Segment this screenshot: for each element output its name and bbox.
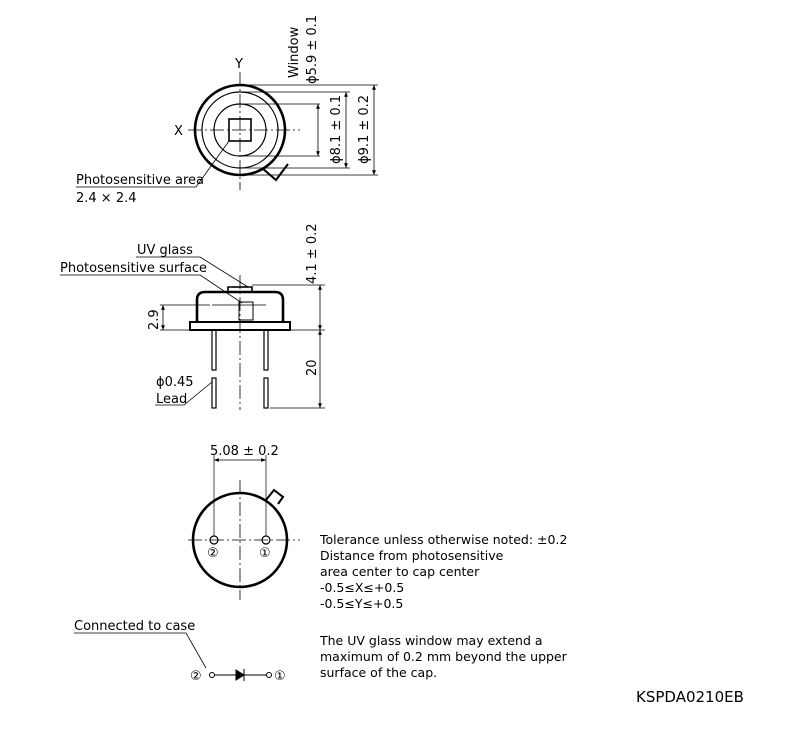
dim-pitch: 5.08 ± 0.2 bbox=[210, 444, 279, 459]
dim-inner-diameter: ϕ8.1 ± 0.1 bbox=[329, 94, 344, 164]
photosensitive-area-label: Photosensitive area bbox=[76, 173, 205, 188]
dim-outer-diameter: ϕ9.1 ± 0.2 bbox=[357, 94, 372, 164]
lead-diameter-label: ϕ0.45 bbox=[156, 375, 194, 390]
schematic-pin-1: ① bbox=[274, 669, 286, 684]
note-y-range: -0.5≤Y≤+0.5 bbox=[320, 596, 404, 611]
diode-symbol bbox=[236, 670, 244, 680]
connected-to-case-label: Connected to case bbox=[74, 619, 196, 634]
note-uv-3: surface of the cap. bbox=[320, 665, 438, 680]
note-x-range: -0.5≤X≤+0.5 bbox=[320, 580, 405, 595]
window-label: Window bbox=[287, 26, 302, 78]
pin-1-label: ① bbox=[259, 546, 271, 561]
schematic-pin-2: ② bbox=[190, 669, 202, 684]
note-uv-1: The UV glass window may extend a bbox=[320, 633, 543, 648]
lead-right bbox=[264, 330, 268, 370]
axis-x-label: X bbox=[174, 124, 183, 139]
photosensitive-area-size: 2.4 × 2.4 bbox=[76, 191, 137, 206]
dim-window: ϕ5.9 ± 0.1 bbox=[305, 14, 320, 84]
note-distance-1: Distance from photosensitive bbox=[320, 548, 504, 563]
dim-height: 4.1 ± 0.2 bbox=[305, 223, 320, 284]
axis-y-label: Y bbox=[235, 57, 243, 72]
note-uv-2: maximum of 0.2 mm beyond the upper bbox=[320, 649, 567, 664]
photosensitive-surface-label: Photosensitive surface bbox=[60, 261, 208, 276]
note-distance-2: area center to cap center bbox=[320, 564, 480, 579]
dim-lead-length: 20 bbox=[305, 359, 320, 376]
pin-2-label: ② bbox=[207, 546, 219, 561]
lead-left bbox=[212, 330, 216, 370]
uv-glass-label: UV glass bbox=[137, 243, 193, 258]
diode-schematic bbox=[74, 633, 272, 681]
bottom-view bbox=[188, 455, 300, 600]
drawing-code: KSPDA0210EB bbox=[636, 688, 744, 706]
lead-label: Lead bbox=[156, 392, 188, 407]
dim-surface: 2.9 bbox=[147, 309, 162, 330]
note-tolerance: Tolerance unless otherwise noted: ±0.2 bbox=[320, 532, 568, 547]
